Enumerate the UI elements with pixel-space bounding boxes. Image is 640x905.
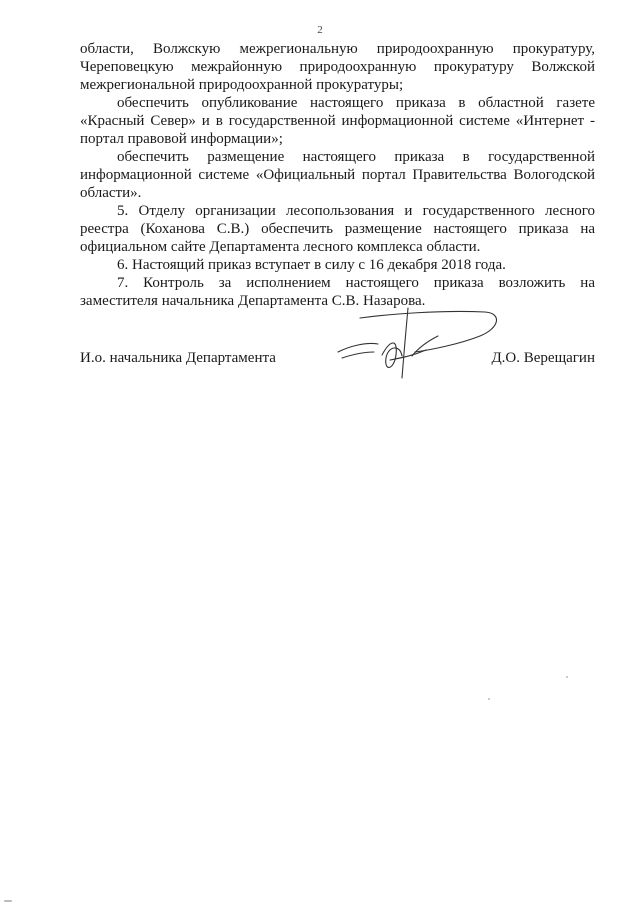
paragraph-3: обеспечить размещение настоящего приказа в государственной информационной системе «Официальный портал Правительства Вологодской области». xyxy=(80,149,595,201)
document-body xyxy=(80,40,595,310)
scan-speck xyxy=(488,698,490,700)
paragraph-4: 5. Отделу организации лесопользования и государственного лесного реестра (Коханова С.В.) обеспечить размещение настоящего приказа на официальном сайте Департамента лесного комплекса области. xyxy=(80,203,595,255)
paragraph-6: 7. Контроль за исполнением настоящего приказа возложить на заместителя начальника Департамента С.В. Назарова. xyxy=(80,275,595,309)
signatory-title: И.о. начальника Департамента xyxy=(80,350,276,366)
signatory-name: Д.О. Верещагин xyxy=(491,350,595,366)
scan-speck xyxy=(566,676,568,678)
page-number: 2 xyxy=(317,24,323,36)
paragraph-5: 6. Настоящий приказ вступает в силу с 16 декабря 2018 года. xyxy=(117,257,506,273)
signature-block xyxy=(80,350,595,390)
paragraph-1: области, Волжскую межрегиональную природоохранную прокуратуру, Череповецкую межрайонную природоохранную прокуратуру Волжской межрегиональной природоохранной прокуратуры; xyxy=(80,41,595,93)
scan-speck xyxy=(4,900,12,902)
paragraph-2: обеспечить опубликование настоящего приказа в областной газете «Красный Север» и в государственной информационной системе «Интернет - портал правовой информации»; xyxy=(80,95,595,147)
